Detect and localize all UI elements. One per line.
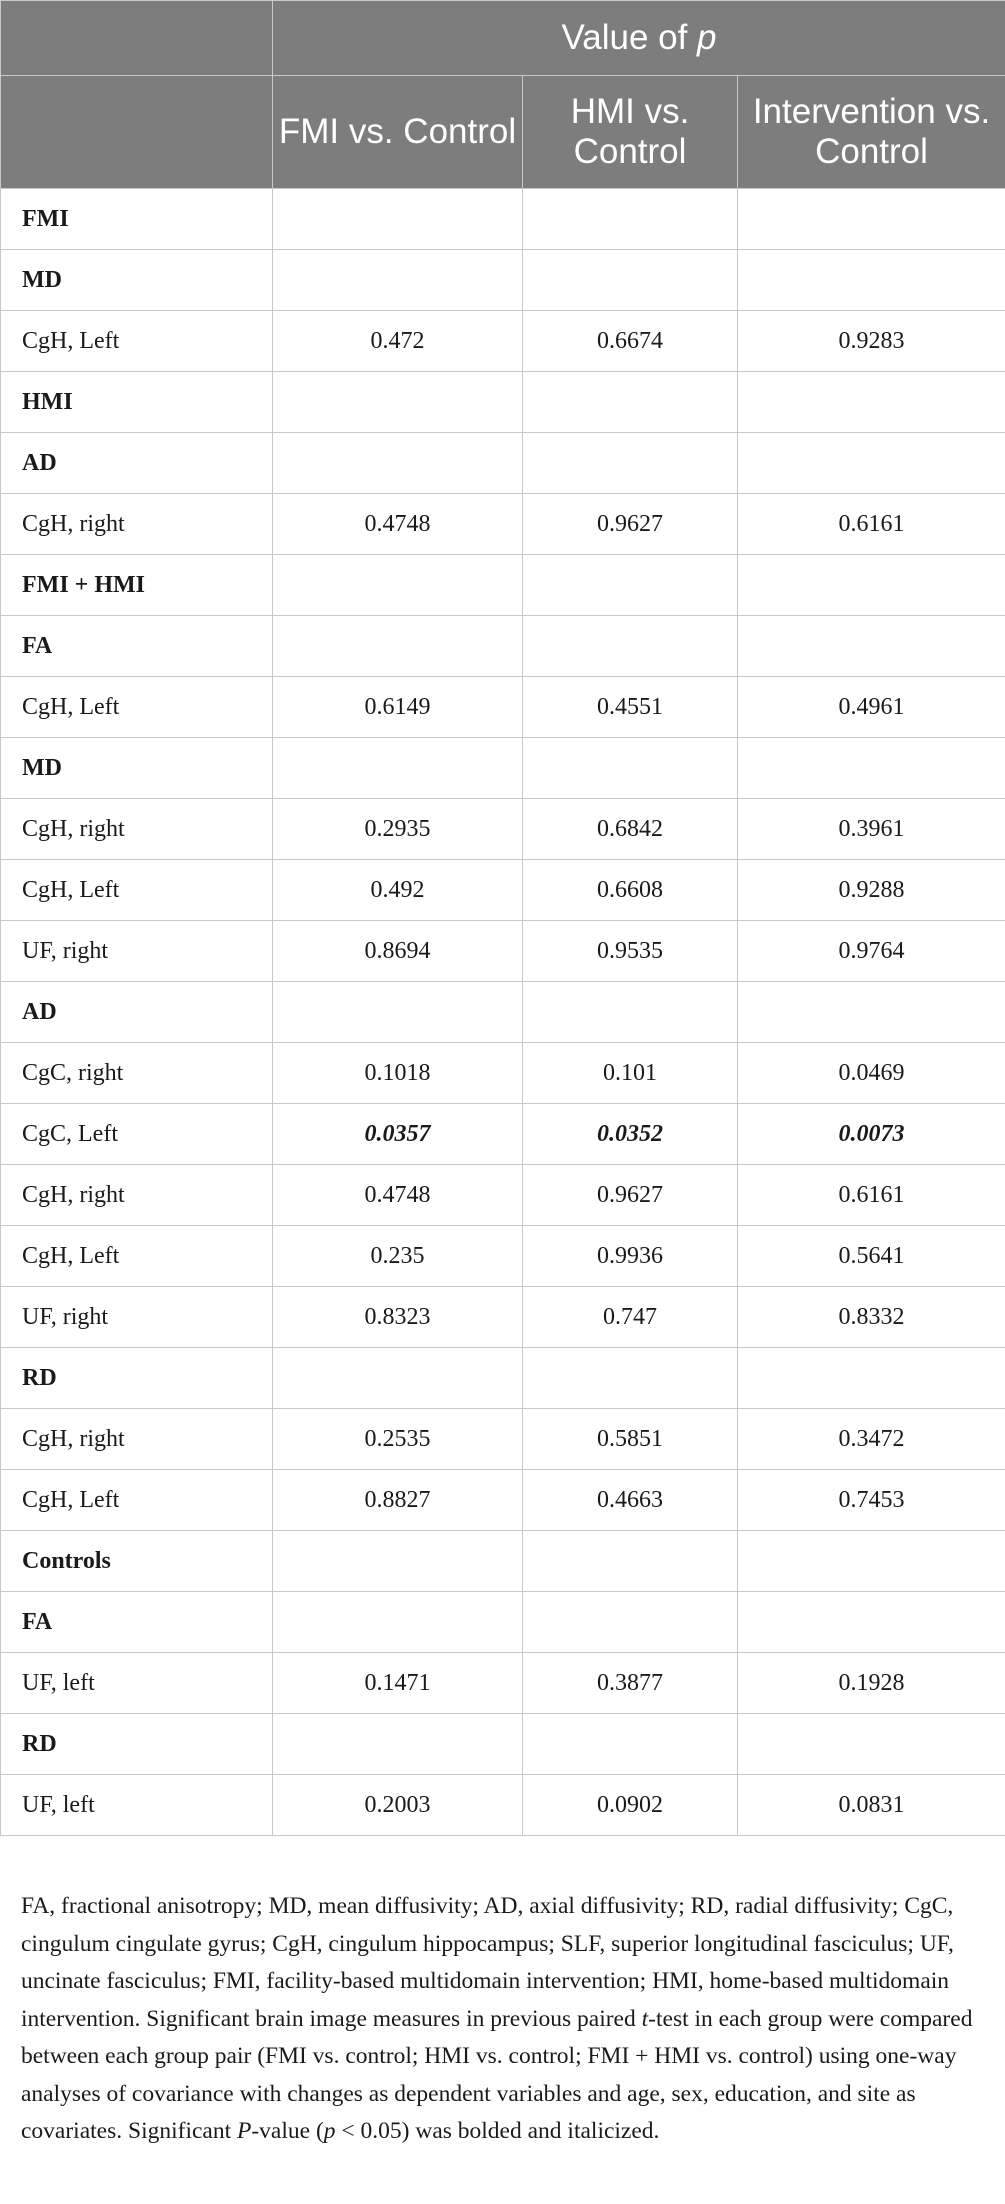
value-cell: 0.9535 (523, 921, 738, 982)
table-row (1, 677, 1005, 738)
value-cell (273, 1592, 523, 1653)
footnote-text-1: FA, fractional anisotropy; MD, mean diffusivity; AD, axial diffusivity; RD, radial diffusivity; CgC, cingulum cingulate gyrus; CgH, cingulum hippocampus; SLF, superior longitudinal fasciculus; UF, uncinate fasciculus; FMI, facility-based multidomain intervention; HMI, home-based multidomain intervention. Significant brain image measures in previous paired (21, 1893, 954, 2032)
footnote-p: p (323, 2118, 336, 2144)
value-cell: 0.2535 (273, 1409, 523, 1470)
group-label-cell: AD (1, 982, 273, 1043)
value-cell (738, 1348, 1005, 1409)
value-cell: 0.492 (273, 860, 523, 921)
value-cell: 0.6161 (738, 1165, 1005, 1226)
value-cell: 0.6842 (523, 799, 738, 860)
value-cell (273, 250, 523, 311)
row-label-cell: UF, right (1, 921, 273, 982)
group-row (1, 555, 1005, 616)
value-cell (273, 1348, 523, 1409)
group-label-cell: Controls (1, 1531, 273, 1592)
table-row (1, 1226, 1005, 1287)
table-row (1, 1165, 1005, 1226)
table-row (1, 1409, 1005, 1470)
value-cell: 0.6149 (273, 677, 523, 738)
value-cell: 0.1928 (738, 1653, 1005, 1714)
value-cell (523, 616, 738, 677)
group-row (1, 1592, 1005, 1653)
header-blank (1, 1, 273, 76)
table-row (1, 311, 1005, 372)
value-cell: 0.0469 (738, 1043, 1005, 1104)
row-label-cell: CgC, Left (1, 1104, 273, 1165)
column-header-fmi: FMI vs. Control (273, 76, 523, 189)
value-cell (273, 433, 523, 494)
value-cell: 0.472 (273, 311, 523, 372)
group-row (1, 1714, 1005, 1775)
value-cell: 0.2935 (273, 799, 523, 860)
value-cell (738, 738, 1005, 799)
footnote-text-3: -value ( (251, 2118, 324, 2144)
table-row (1, 1104, 1005, 1165)
value-cell: 0.3961 (738, 799, 1005, 860)
footnote-t: t (641, 2005, 649, 2032)
value-cell: 0.3472 (738, 1409, 1005, 1470)
value-cell: 0.8332 (738, 1287, 1005, 1348)
value-cell (523, 433, 738, 494)
value-cell (523, 1592, 738, 1653)
value-cell: 0.235 (273, 1226, 523, 1287)
group-label-cell: RD (1, 1714, 273, 1775)
group-row (1, 738, 1005, 799)
value-cell: 0.9283 (738, 311, 1005, 372)
value-cell: 0.9627 (523, 494, 738, 555)
header-blank-2 (1, 76, 273, 189)
value-cell: 0.101 (523, 1043, 738, 1104)
row-label-cell: CgH, Left (1, 311, 273, 372)
group-label-cell: FMI + HMI (1, 555, 273, 616)
value-cell: 0.4663 (523, 1470, 738, 1531)
group-label-cell: HMI (1, 372, 273, 433)
value-cell: 0.4748 (273, 1165, 523, 1226)
group-label-text: Value of (561, 18, 698, 57)
value-cell (738, 1714, 1005, 1775)
table-row (1, 1653, 1005, 1714)
value-cell: 0.9764 (738, 921, 1005, 982)
table-row (1, 799, 1005, 860)
group-label-cell: MD (1, 738, 273, 799)
group-label-cell: MD (1, 250, 273, 311)
value-cell (523, 1531, 738, 1592)
value-cell (523, 372, 738, 433)
table-footnote (21, 1888, 991, 2151)
value-cell: 0.9936 (523, 1226, 738, 1287)
table-row (1, 1043, 1005, 1104)
value-cell: 0.9627 (523, 1165, 738, 1226)
value-cell: 0.8323 (273, 1287, 523, 1348)
table-row (1, 1775, 1005, 1836)
value-cell: 0.8694 (273, 921, 523, 982)
value-cell: 0.0352 (523, 1104, 738, 1165)
value-cell: 0.2003 (273, 1775, 523, 1836)
value-cell: 0.5641 (738, 1226, 1005, 1287)
row-label-cell: CgH, right (1, 799, 273, 860)
value-cell (273, 555, 523, 616)
row-label-cell: CgH, Left (1, 1226, 273, 1287)
footnote-text-4: < 0.05) was bolded and italicized. (335, 2118, 660, 2144)
group-row (1, 616, 1005, 677)
column-header-hmi: HMI vs. Control (523, 76, 738, 189)
group-label-cell: AD (1, 433, 273, 494)
group-row (1, 1348, 1005, 1409)
group-row (1, 982, 1005, 1043)
row-label-cell: UF, right (1, 1287, 273, 1348)
value-cell (738, 250, 1005, 311)
row-label-cell: CgC, right (1, 1043, 273, 1104)
row-label-cell: CgH, Left (1, 1470, 273, 1531)
value-cell: 0.0073 (738, 1104, 1005, 1165)
table-row (1, 494, 1005, 555)
table-row (1, 1287, 1005, 1348)
value-cell (273, 1531, 523, 1592)
table-row (1, 921, 1005, 982)
group-label-cell: FA (1, 1592, 273, 1653)
group-row (1, 1531, 1005, 1592)
value-cell (738, 616, 1005, 677)
group-row (1, 433, 1005, 494)
value-cell (738, 1531, 1005, 1592)
value-cell: 0.9288 (738, 860, 1005, 921)
value-cell: 0.4551 (523, 677, 738, 738)
header-group-label (273, 1, 1005, 76)
value-cell: 0.0902 (523, 1775, 738, 1836)
value-cell: 0.4961 (738, 677, 1005, 738)
value-cell (523, 189, 738, 250)
value-cell: 0.5851 (523, 1409, 738, 1470)
table-row (1, 1470, 1005, 1531)
value-cell: 0.0831 (738, 1775, 1005, 1836)
value-cell: 0.6161 (738, 494, 1005, 555)
value-cell: 0.7453 (738, 1470, 1005, 1531)
value-cell (523, 555, 738, 616)
value-cell (273, 189, 523, 250)
footnote-P: P (237, 2118, 252, 2144)
value-cell: 0.6674 (523, 311, 738, 372)
value-cell (738, 433, 1005, 494)
value-cell: 0.6608 (523, 860, 738, 921)
value-cell: 0.1471 (273, 1653, 523, 1714)
value-cell (523, 738, 738, 799)
value-cell (523, 1714, 738, 1775)
column-header-intervention: Intervention vs. Control (738, 76, 1005, 189)
value-cell: 0.3877 (523, 1653, 738, 1714)
value-cell (273, 982, 523, 1043)
group-label-cell: FMI (1, 189, 273, 250)
group-label-cell: RD (1, 1348, 273, 1409)
row-label-cell: CgH, right (1, 494, 273, 555)
value-cell (523, 982, 738, 1043)
group-label-var: p (697, 18, 717, 57)
value-cell: 0.747 (523, 1287, 738, 1348)
row-label-cell: UF, left (1, 1775, 273, 1836)
value-cell (273, 1714, 523, 1775)
group-row (1, 372, 1005, 433)
row-label-cell: CgH, Left (1, 677, 273, 738)
value-cell: 0.1018 (273, 1043, 523, 1104)
group-label-cell: FA (1, 616, 273, 677)
value-cell: 0.0357 (273, 1104, 523, 1165)
value-cell (273, 372, 523, 433)
value-cell (738, 982, 1005, 1043)
table-row (1, 860, 1005, 921)
value-cell (738, 189, 1005, 250)
group-row (1, 189, 1005, 250)
value-cell (738, 555, 1005, 616)
table-body (1, 189, 1005, 1836)
value-cell (523, 1348, 738, 1409)
value-cell (273, 738, 523, 799)
row-label-cell: CgH, right (1, 1165, 273, 1226)
group-row (1, 250, 1005, 311)
value-cell (738, 1592, 1005, 1653)
value-cell: 0.8827 (273, 1470, 523, 1531)
row-label-cell: UF, left (1, 1653, 273, 1714)
value-cell (523, 250, 738, 311)
table-header (1, 1, 1005, 189)
footnote-text-2: -test in each group were compared between each group pair (FMI vs. control; HMI vs. control; FMI + HMI vs. control) using one-way analyses of covariance with changes as dependent variables and age, sex, education, and site as covariates. Significant (21, 2005, 973, 2144)
value-cell (273, 616, 523, 677)
row-label-cell: CgH, right (1, 1409, 273, 1470)
value-cell: 0.4748 (273, 494, 523, 555)
value-cell (738, 372, 1005, 433)
row-label-cell: CgH, Left (1, 860, 273, 921)
